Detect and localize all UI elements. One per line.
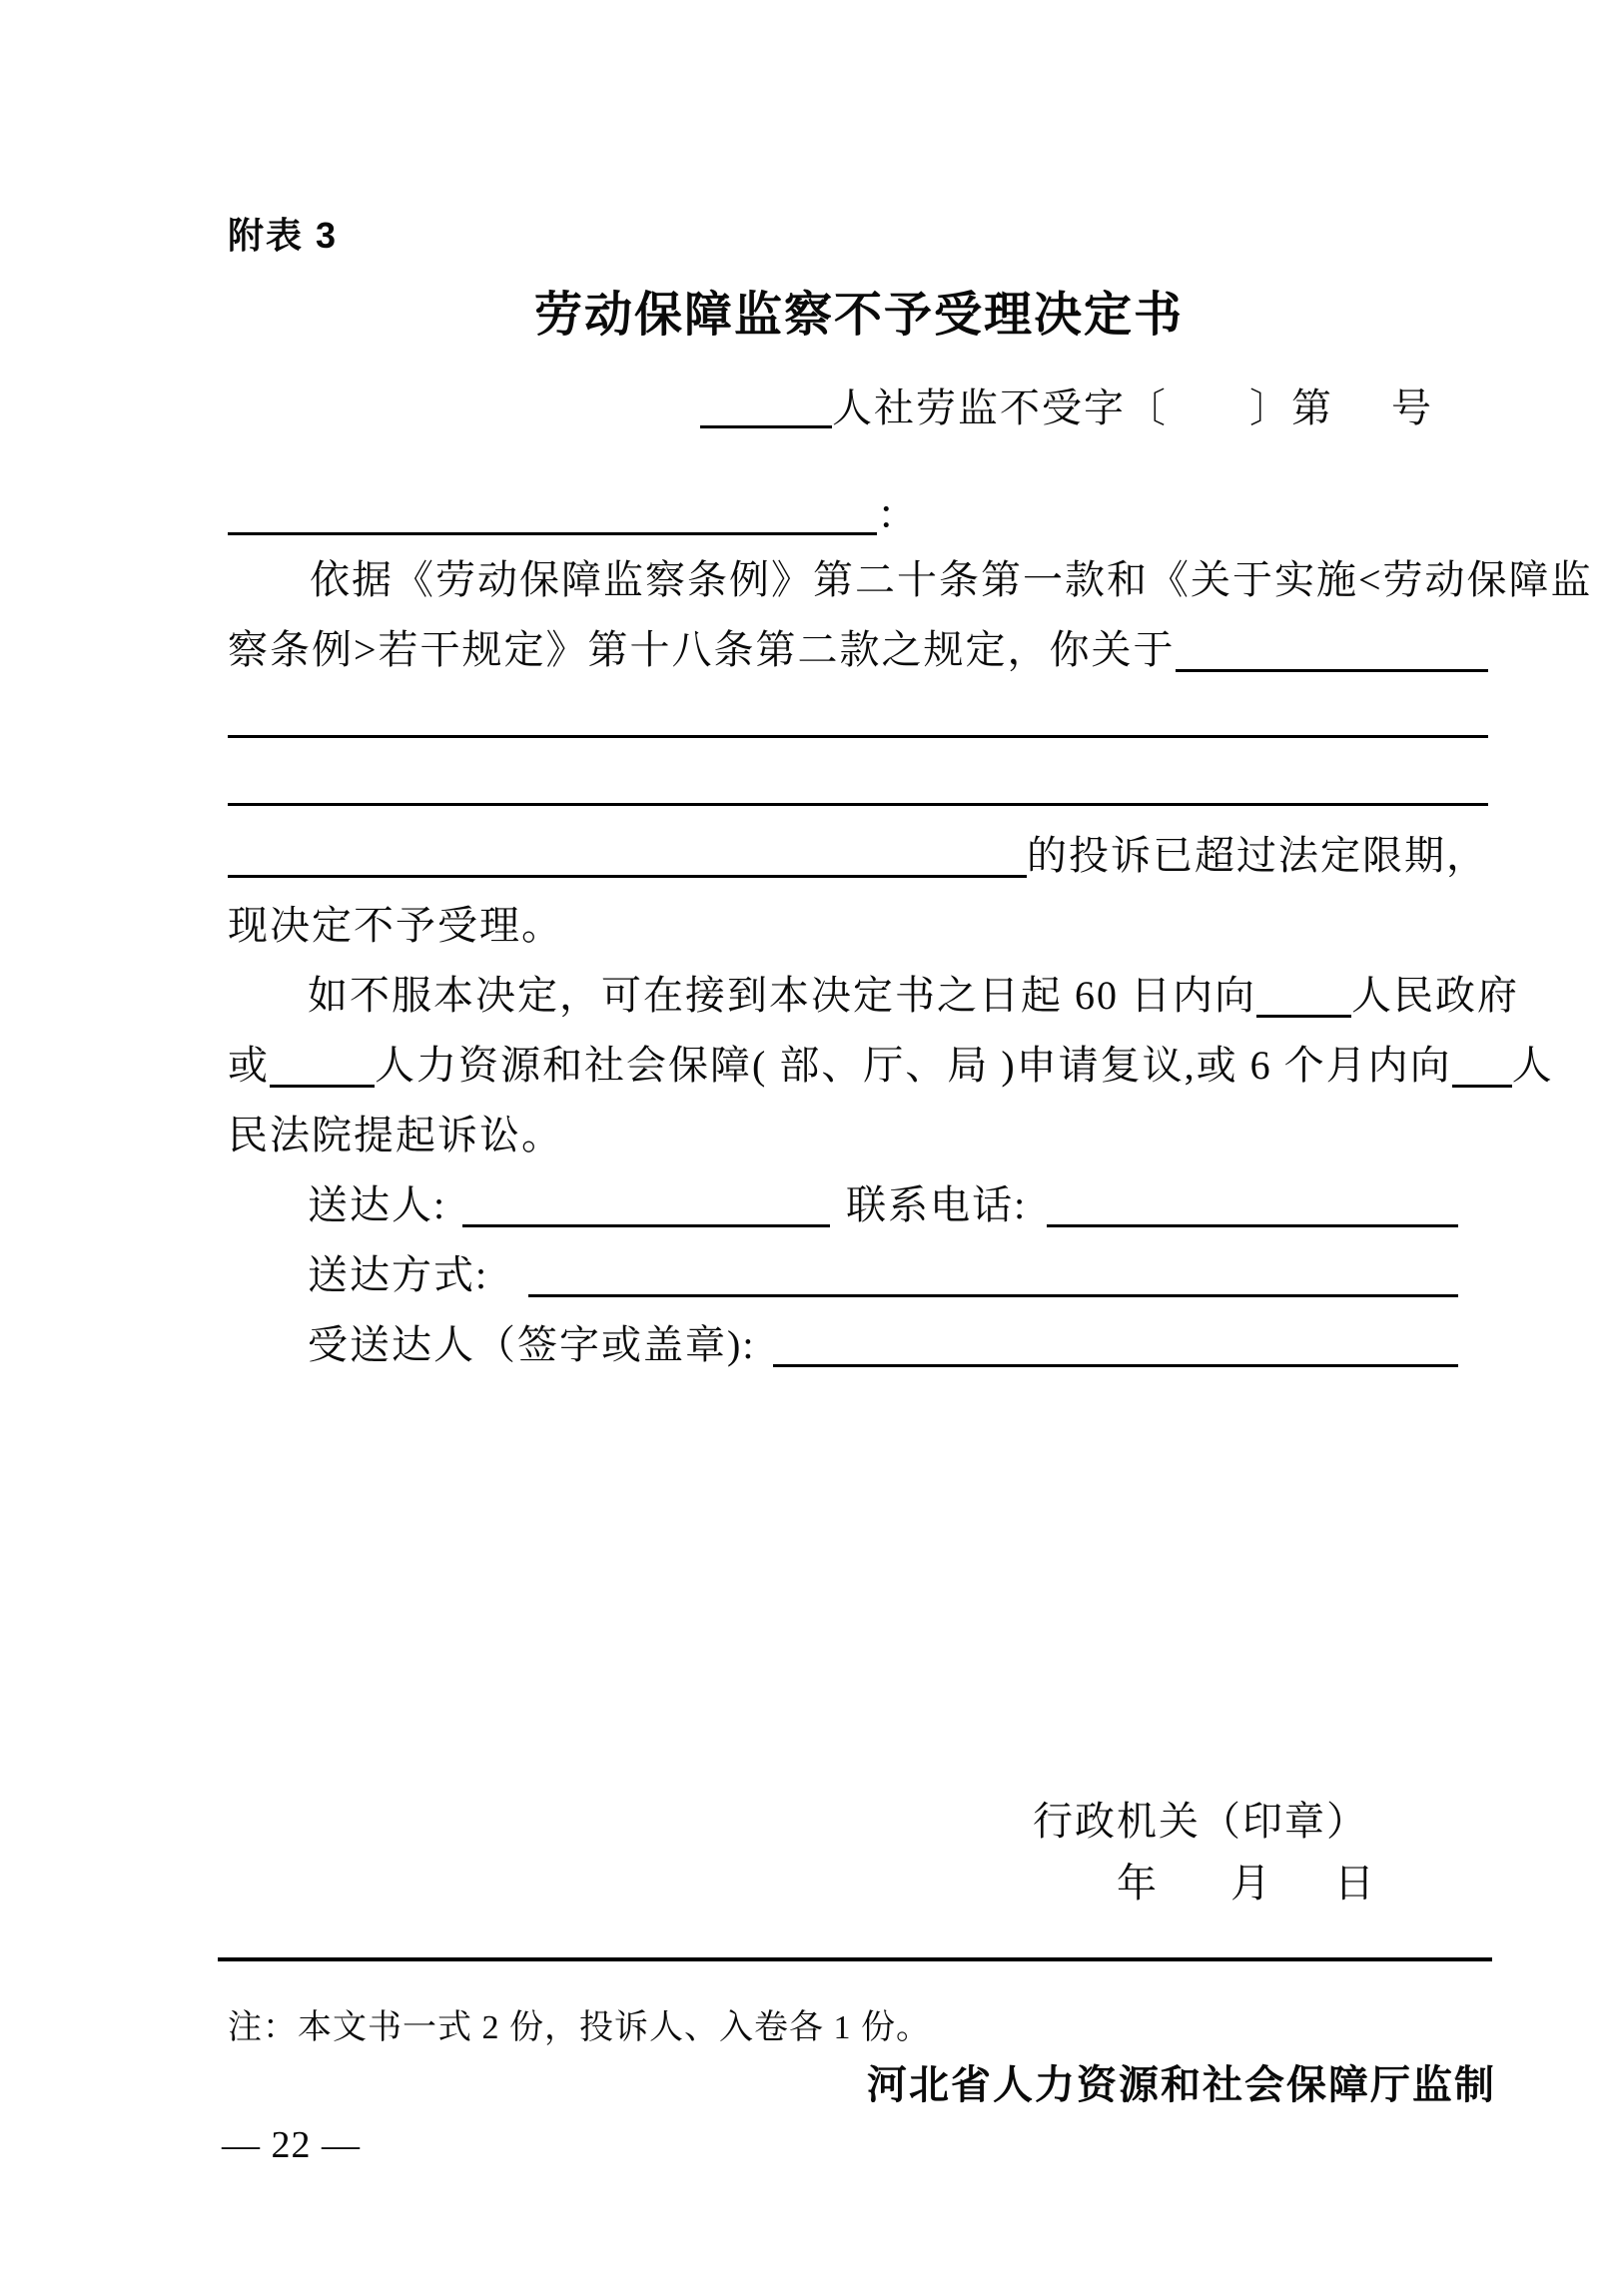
blank-rule-1	[228, 735, 1488, 738]
para1-line2-text: 察条例>若干规定》第十八条第二款之规定，你关于	[228, 627, 1176, 672]
addressee-line	[228, 491, 919, 539]
addressee-colon: ：	[877, 492, 919, 537]
doc-number-mid: 〕第	[1249, 385, 1333, 430]
day-label: 日	[1334, 1861, 1376, 1906]
footer-divider	[218, 1957, 1492, 1961]
page-number: — 22 —	[222, 2124, 361, 2166]
para1-line4: 现决定不予受理。	[228, 903, 563, 948]
para2-line2-text: 人力资源和社会保障( 部、厅、局 )申请复议,或 6 个月内向	[375, 1043, 1452, 1088]
recipient-label: 受送达人（签字或盖章):	[308, 1322, 756, 1367]
delivery-method-label: 送达方式:	[308, 1252, 489, 1297]
doc-number-line	[230, 384, 1433, 432]
delivery-person-blank	[462, 1218, 830, 1227]
doc-number-suffix: 号	[1391, 385, 1433, 430]
delivery-person-label: 送达人:	[308, 1182, 447, 1227]
court-name-blank	[1452, 1079, 1512, 1088]
complaint-subject-blank	[1176, 663, 1488, 672]
para2-line1-text: 如不服本决定，可在接到本决定书之日起 60 日内向	[308, 973, 1256, 1018]
month-label: 月	[1230, 1861, 1272, 1906]
para2-line1	[308, 972, 1519, 1020]
attachment-label: 附表 3	[228, 215, 339, 256]
para1-line2	[228, 626, 1488, 674]
doc-number-region-blank	[700, 421, 832, 428]
para1-line3	[228, 832, 1488, 880]
recipient-line	[308, 1321, 1458, 1369]
delivery-person-line	[308, 1181, 1458, 1229]
delivery-method-line	[308, 1251, 1458, 1299]
government-name-blank	[1256, 1009, 1351, 1018]
agency-seal-line: 行政机关（印章）	[1033, 1799, 1368, 1844]
recipient-signature-blank	[773, 1358, 1458, 1367]
para2-line2-suffix: 人	[1511, 1043, 1554, 1088]
issuer-label: 河北省人力资源和社会保障厅监制	[867, 2063, 1496, 2107]
year-label: 年	[1117, 1861, 1159, 1906]
para1-line3-text: 的投诉已超过法定限期，	[1027, 833, 1488, 878]
complaint-subject-blank-end	[228, 869, 1027, 878]
document-title: 劳动保障监察不予受理决定书	[533, 289, 1184, 342]
para2-line2-prefix: 或	[228, 1043, 270, 1088]
contact-phone-blank	[1047, 1218, 1458, 1227]
doc-number-prefix: 人社劳监不受字〔	[832, 385, 1168, 430]
para2-line2	[228, 1042, 1554, 1090]
date-line	[1117, 1860, 1376, 1908]
para2-line1-suffix: 人民政府	[1351, 973, 1519, 1018]
hr-bureau-blank	[270, 1079, 375, 1088]
addressee-blank	[228, 528, 877, 535]
para1-line1: 依据《劳动保障监察条例》第二十条第一款和《关于实施<劳动保障监	[310, 557, 1593, 602]
blank-rule-2	[228, 803, 1488, 806]
contact-phone-label: 联系电话:	[846, 1182, 1028, 1227]
delivery-method-blank	[528, 1288, 1458, 1297]
footer-note: 注：本文书一式 2 份，投诉人、入卷各 1 份。	[228, 2009, 931, 2046]
para2-line3: 民法院提起诉讼。	[228, 1113, 563, 1157]
